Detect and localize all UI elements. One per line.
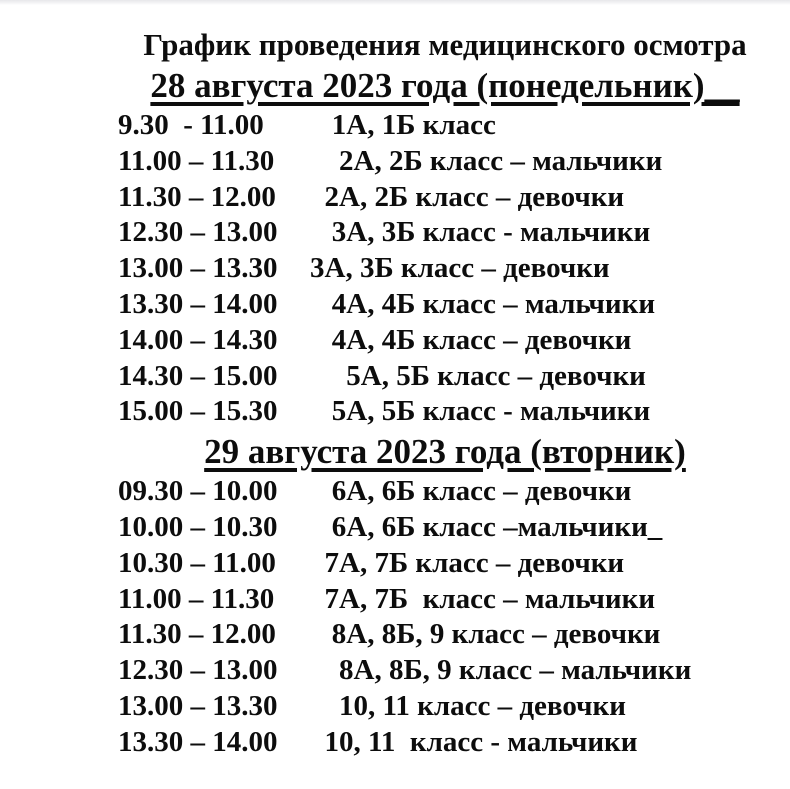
row-time: 14.30 – 15.00 — [118, 359, 278, 392]
row-class-label: 6А, 6Б класс – девочки — [310, 475, 632, 508]
schedule-row — [118, 287, 790, 323]
schedule-row — [118, 653, 790, 689]
schedule-row — [118, 725, 790, 761]
row-class-label: 4А, 4Б класс – мальчики — [310, 287, 656, 320]
row-time: 15.00 – 15.30 — [118, 395, 278, 428]
schedule-days — [0, 64, 790, 761]
row-time: 11.30 – 12.00 — [118, 180, 276, 213]
row-class-label: 7А, 7Б класс – девочки — [310, 546, 625, 579]
schedule-row — [118, 689, 790, 725]
schedule-row — [118, 251, 790, 287]
schedule-row — [118, 510, 790, 546]
day-header-text: 28 августа 2023 года (понедельник)__ — [150, 66, 740, 105]
row-class-label: 10, 11 класс - мальчики — [310, 725, 638, 758]
row-time: 11.00 – 11.30 — [118, 144, 275, 177]
day-header — [0, 64, 790, 108]
row-time: 09.30 – 10.00 — [118, 475, 278, 508]
row-time: 9.30 - 11.00 — [118, 109, 264, 141]
row-class-label: 7А, 7Б класс – мальчики — [310, 582, 656, 615]
schedule-row — [118, 582, 790, 618]
schedule-row — [118, 359, 790, 395]
row-time: 13.00 – 13.30 — [118, 689, 278, 722]
row-class-label: 5А, 5Б класс – девочки — [310, 359, 646, 392]
schedule-row — [118, 474, 790, 510]
row-class-label: 3А, 3Б класс – девочки — [310, 252, 610, 285]
schedule-row — [118, 394, 790, 430]
day-header — [0, 430, 790, 474]
row-time: 12.30 – 13.00 — [118, 654, 278, 687]
row-time: 13.30 – 14.00 — [118, 725, 278, 758]
row-class-label: 8А, 8Б, 9 класс – девочки — [310, 618, 661, 651]
page-top-edge — [0, 0, 790, 5]
row-class-label: 6А, 6Б класс –мальчики_ — [310, 510, 663, 543]
schedule-row — [118, 323, 790, 359]
row-class-label: 4А, 4Б класс – девочки — [310, 323, 632, 356]
row-time: 10.00 – 10.30 — [118, 510, 278, 543]
schedule-row — [118, 180, 790, 216]
row-time: 11.30 – 12.00 — [118, 618, 276, 651]
row-class-label: 10, 11 класс – девочки — [310, 689, 626, 722]
row-class-label: 5А, 5Б класс - мальчики — [310, 395, 651, 428]
day-header-text: 29 августа 2023 года (вторник) — [204, 432, 686, 472]
schedule-row — [118, 617, 790, 653]
row-class-label: 1А, 1Б класс — [310, 109, 496, 141]
document-title: График проведения медицинского осмотра — [143, 27, 747, 62]
row-class-label: 2А, 2Б класс – девочки — [310, 180, 625, 213]
row-time: 13.00 – 13.30 — [118, 252, 278, 285]
row-time: 13.30 – 14.00 — [118, 287, 278, 320]
row-class-label: 8А, 8Б, 9 класс – мальчики — [310, 654, 692, 687]
row-class-label: 3А, 3Б класс - мальчики — [310, 216, 651, 249]
row-time: 14.00 – 14.30 — [118, 323, 278, 356]
schedule-row — [118, 144, 790, 180]
row-time: 11.00 – 11.30 — [118, 582, 275, 615]
schedule-row — [118, 546, 790, 582]
row-time: 12.30 – 13.00 — [118, 216, 278, 249]
row-class-label: 2А, 2Б класс – мальчики — [310, 144, 663, 177]
schedule-row — [118, 108, 790, 144]
schedule-row — [118, 215, 790, 251]
row-time: 10.30 – 11.00 — [118, 546, 276, 579]
